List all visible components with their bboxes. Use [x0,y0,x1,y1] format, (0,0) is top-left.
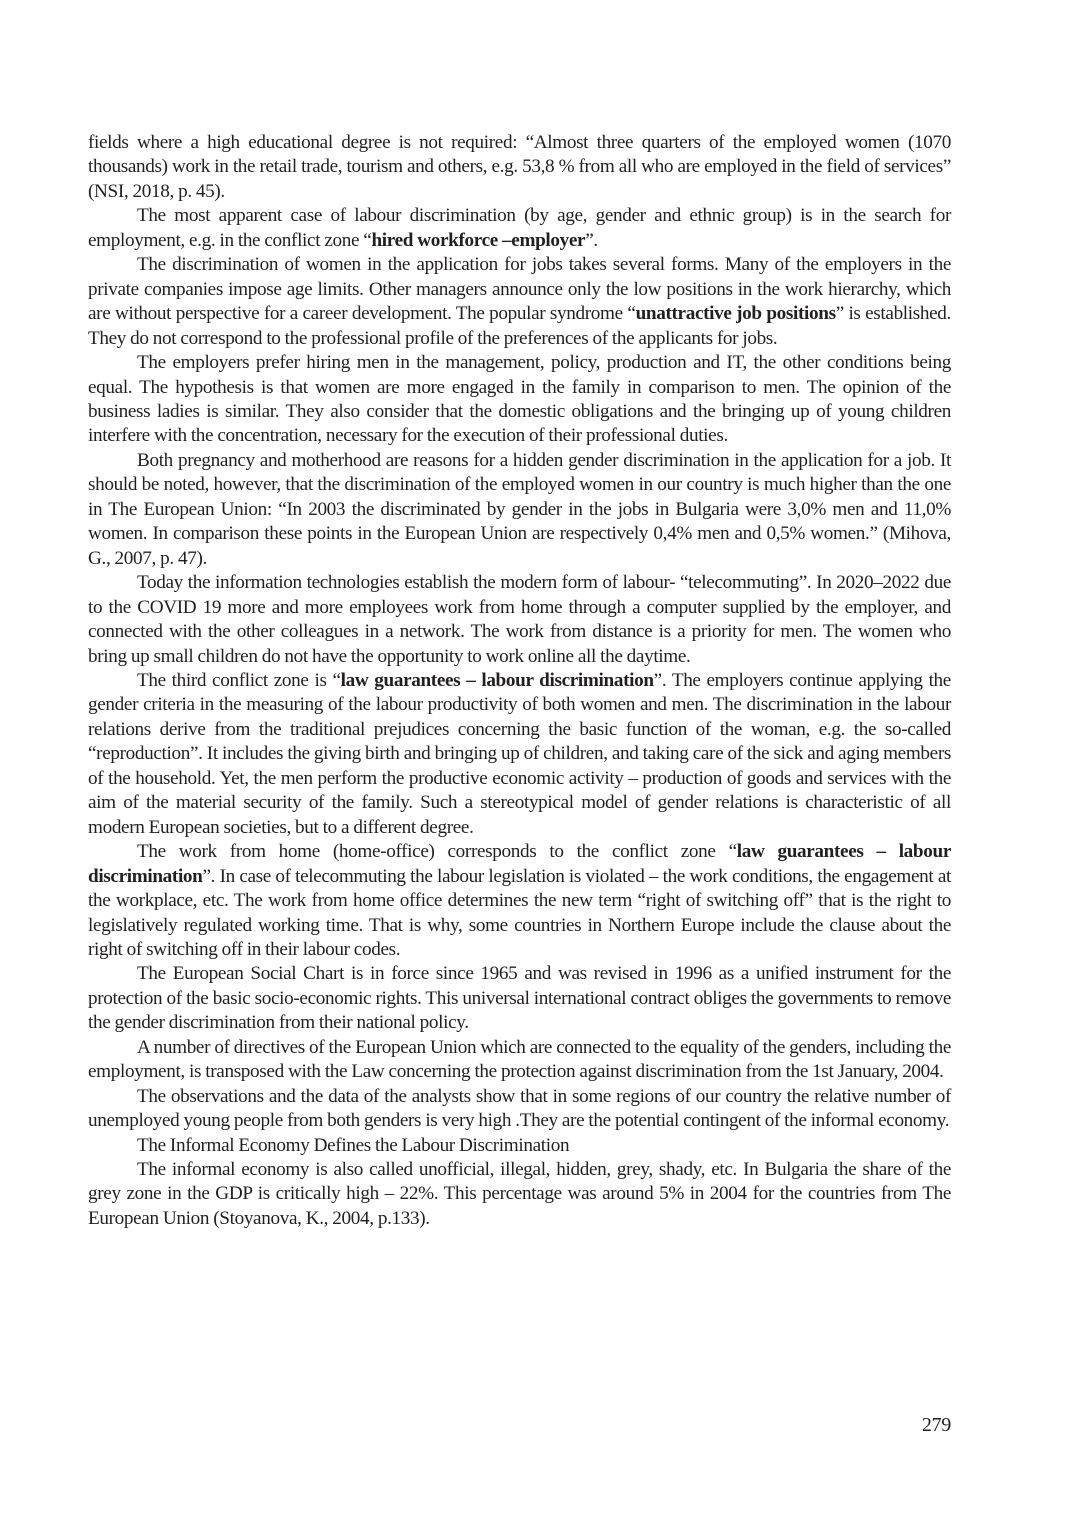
text-segment: The discrimination of women in the application for jobs takes several forms. Many of the employers in the private companies impose age limits. Other managers announce only the low positions in the work hierarchy, which are without perspective for a career development. The popular syndrome “ [88,254,951,325]
paragraph [88,351,951,449]
text-segment: The European Social Chart is in force since 1965 and was revised in 1996 as a unified instrument for the protection of the basic socio-economic rights. This universal international contract obliges the governments to remove the gender discrimination from their national policy. [88,963,951,1034]
paragraph [88,1158,951,1231]
text-segment: The employers prefer hiring men in the management, policy, production and IT, the other conditions being equal. The hypothesis is that women are more engaged in the family in comparison to men. The opinion of the business ladies is similar. They also consider that the domestic obligations and the bringing up of young children interfere with the concentration, necessary for the execution of their professional duties. [88,352,951,447]
text-segment: Today the information technologies establish the modern form of labour- “telecommuting”. In 2020–2022 due to the COVID 19 more and more employees work from home through a computer supplied by the employer, and connected with the other colleagues in a network. The work from distance is a priority for men. The women who bring up small children do not have the opportunity to work online all the daytime. [88,572,951,667]
text-segment: ”. In case of telecommuting the labour legislation is violated – the work conditions, the engagement at the workplace, etc. The work from home office determines the new term “right of switching off” that is the right to legislatively regulated working time. That is why, some countries in Northern Europe include the clause about the right of switching off in their labour codes. [88,865,951,960]
page-number: 279 [921,1414,951,1436]
paragraph [88,1085,951,1134]
text-segment: ”. The employers continue applying the gender criteria in the measuring of the labour productivity of both women and men. The discrimination in the labour relations derive from the traditional prejudices concerning the basic function of the woman, e.g. the so-called “reproduction”. It includes the giving birth and bringing up of children, and taking care of the sick and aging members of the household. Yet, the men perform the productive economic activity – production of goods and services with the aim of the material security of the family. Such a stereotypical model of gender relations is characteristic of all modern European societies, but to a different degree. [88,669,951,838]
paragraph [88,1036,951,1085]
text-segment: Both pregnancy and motherhood are reasons for a hidden gender discrimination in the application for a job. It should be noted, however, that the discrimination of the employed women in our country is much higher than the one in The European Union: “In 2003 the discriminated by gender in the jobs in Bulgaria were 3,0% men and 11,0% women. In comparison these points in the European Union are respectively 0,4% men and 0,5% women.” (Mihova, G., 2007, p. 47). [88,449,951,569]
text-segment: The third conflict zone is “ [137,669,341,691]
paragraph [88,204,951,253]
text-segment: fields where a high educational degree is not required: “Almost three quarters of the employed women (1070 thousands) work in the retail trade, tourism and others, e.g. 53,8 % from all who are employed in the field of services” (NSI, 2018, p. 45). [88,132,951,202]
text-segment: The informal economy is also called unofficial, illegal, hidden, grey, shady, etc. In Bulgaria the share of the grey zone in the GDP is critically high – 22%. This percentage was around 5% in 2004 for the countries from The European Union (Stoyanova, K., 2004, p.133). [88,1159,951,1229]
text-segment: The most apparent case of labour discrimination (by age, gender and ethnic group) is in the search for employment, e.g. in the conflict zone “ [88,205,951,251]
bold-term: hired workforce –employer [371,229,586,251]
paragraph [88,840,951,962]
paragraph [88,962,951,1035]
text-segment: ”. [585,229,598,251]
bold-term: law guarantees – labour discrimination [340,669,654,691]
paragraph [88,253,951,351]
bold-term: unattractive job positions [635,303,836,325]
paragraph [88,1134,951,1158]
text-segment: A number of directives of the European Union which are connected to the equality of the genders, including the employment, is transposed with the Law concerning the protection against discrimination from the 1st January, 2004. [88,1036,951,1083]
paragraph [88,449,951,571]
paragraph [88,669,951,840]
paragraph [88,571,951,669]
text-segment: ” is established. They do not correspond to the professional profile of the preferences of the applicants for jobs. [88,303,951,349]
text-segment: The work from home (home-office) corresponds to the conflict zone “ [137,841,737,863]
text-segment: The Informal Economy Defines the Labour Discrimination [137,1134,570,1156]
bold-term: law guarantees – labour discrimination [88,841,951,887]
body-text [88,131,951,1231]
paragraph [88,131,951,204]
text-segment: The observations and the data of the analysts show that in some regions of our country the relative number of unemployed young people from both genders is very high .They are the potential contingent of the informal economy. [88,1085,951,1132]
